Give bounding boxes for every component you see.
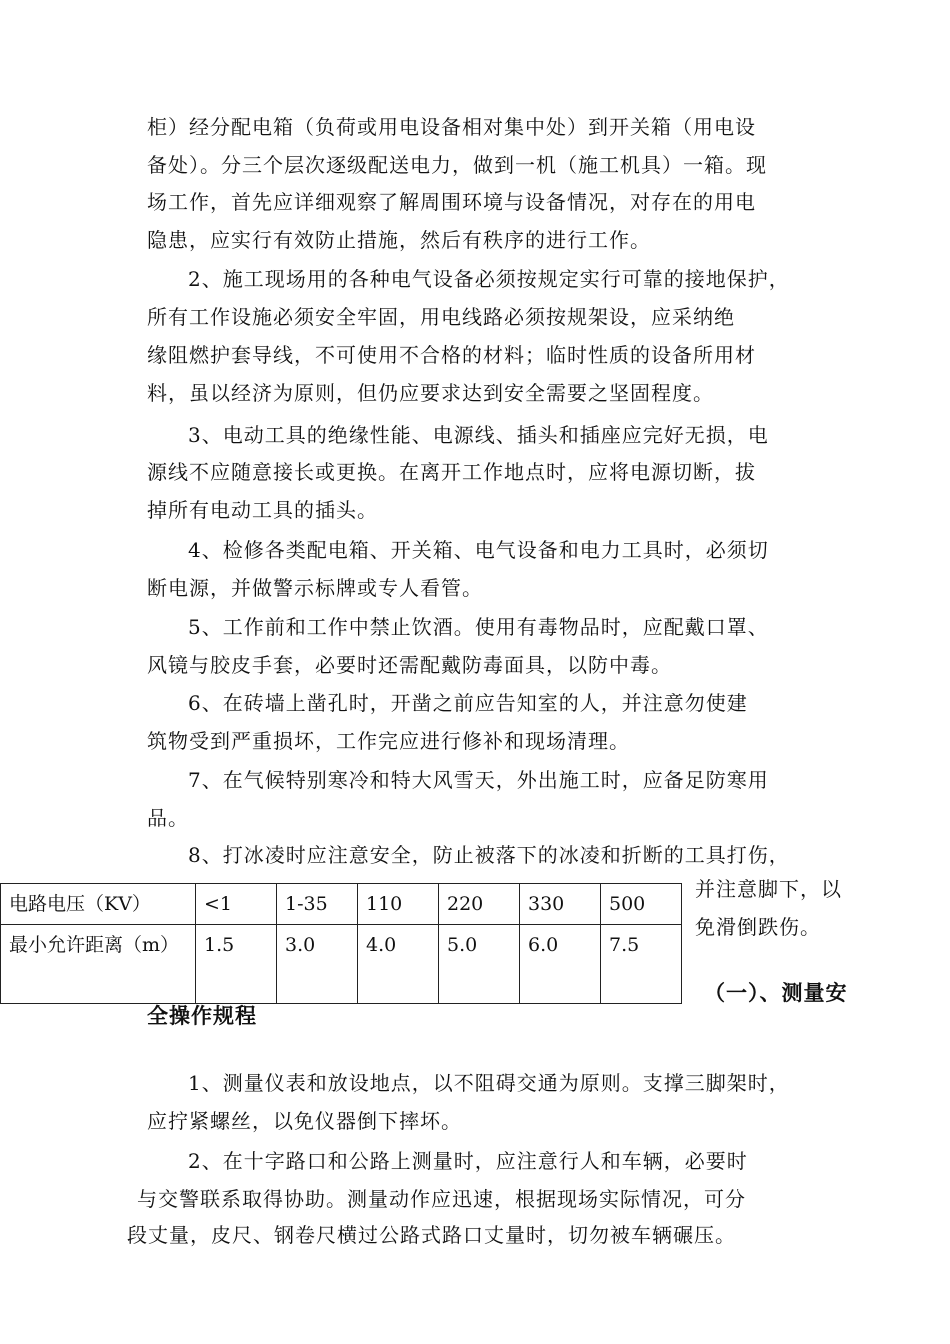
safe-distance-table — [0, 883, 682, 1004]
table-cell: 6.0 — [520, 925, 601, 1004]
body-line: 隐患，应实行有效防止措施，然后有秩序的进行工作。 — [147, 228, 651, 252]
body-line: 段丈量，皮尺、钢卷尺横过公路式路口丈量时，切勿被车辆碾压。 — [127, 1223, 736, 1247]
body-line: 掉所有电动工具的插头。 — [147, 498, 378, 522]
body-line: 3、电动工具的绝缘性能、电源线、插头和插座应完好无损，电 — [188, 423, 769, 447]
table-cell: 4.0 — [358, 925, 439, 1004]
body-line: 6、在砖墙上凿孔时，开凿之前应告知室的人，并注意勿使建 — [188, 691, 748, 715]
body-line: 场工作，首先应详细观察了解周围环境与设备情况，对存在的用电 — [147, 190, 756, 214]
body-line: 断电源，并做警示标牌或专人看管。 — [147, 576, 483, 600]
table-cell: 电路电压（KV） — [1, 884, 196, 925]
table-cell: 5.0 — [439, 925, 520, 1004]
body-line: 免滑倒跌伤。 — [695, 915, 821, 939]
body-line: 备处）。分三个层次逐级配送电力，做到一机（施工机具）一箱。现 — [147, 153, 767, 177]
body-line: 5、工作前和工作中禁止饮酒。使用有毒物品时，应配戴口罩、 — [188, 615, 769, 639]
table-cell: 最小允许距离（m） — [1, 925, 196, 1004]
body-line: 料，虽以经济为原则，但仍应要求达到安全需要之坚固程度。 — [147, 381, 714, 405]
body-line: 所有工作设施必须安全牢固，用电线路必须按规架设，应采纳绝 — [147, 305, 735, 329]
section-heading: 全操作规程 — [147, 1004, 257, 1028]
table-cell: 220 — [439, 884, 520, 925]
table-cell: 110 — [358, 884, 439, 925]
body-line: 7、在气候特别寒冷和特大风雪天，外出施工时，应备足防寒用 — [188, 768, 769, 792]
section-heading: （一）、测量安 — [704, 981, 848, 1005]
body-line: 4、检修各类配电箱、开关箱、电气设备和电力工具时，必须切 — [188, 538, 769, 562]
body-line: 1、测量仪表和放设地点，以不阻碍交通为原则。支撑三脚架时， — [188, 1071, 790, 1095]
table-row — [1, 884, 682, 925]
body-line: 2、施工现场用的各种电气设备必须按规定实行可靠的接地保护， — [188, 267, 790, 291]
table-cell: 330 — [520, 884, 601, 925]
body-line: 筑物受到严重损坏，工作完应进行修补和现场清理。 — [147, 729, 630, 753]
body-line: 柜）经分配电箱（负荷或用电设备相对集中处）到开关箱（用电设 — [147, 115, 756, 139]
body-line: 品。 — [147, 806, 189, 830]
body-line: 并注意脚下，以 — [695, 877, 842, 901]
table-cell: 7.5 — [601, 925, 682, 1004]
table-row — [1, 925, 682, 1004]
table-cell: 3.0 — [277, 925, 358, 1004]
body-line: 2、在十字路口和公路上测量时，应注意行人和车辆，必要时 — [188, 1149, 748, 1173]
table-cell: 1-35 — [277, 884, 358, 925]
body-line: 8、打冰凌时应注意安全，防止被落下的冰凌和折断的工具打伤， — [188, 843, 790, 867]
body-line: 与交警联系取得协助。测量动作应迅速，根据现场实际情况，可分 — [137, 1187, 746, 1211]
body-line: 风镜与胶皮手套，必要时还需配戴防毒面具，以防中毒。 — [147, 653, 672, 677]
table-cell: 500 — [601, 884, 682, 925]
table-cell: <1 — [196, 884, 277, 925]
body-line: 源线不应随意接长或更换。在离开工作地点时，应将电源切断，拔 — [147, 460, 756, 484]
body-line: 缘阻燃护套导线，不可使用不合格的材料；临时性质的设备所用材 — [147, 343, 756, 367]
table-cell: 1.5 — [196, 925, 277, 1004]
body-line: 应拧紧螺丝，以免仪器倒下摔坏。 — [147, 1109, 462, 1133]
